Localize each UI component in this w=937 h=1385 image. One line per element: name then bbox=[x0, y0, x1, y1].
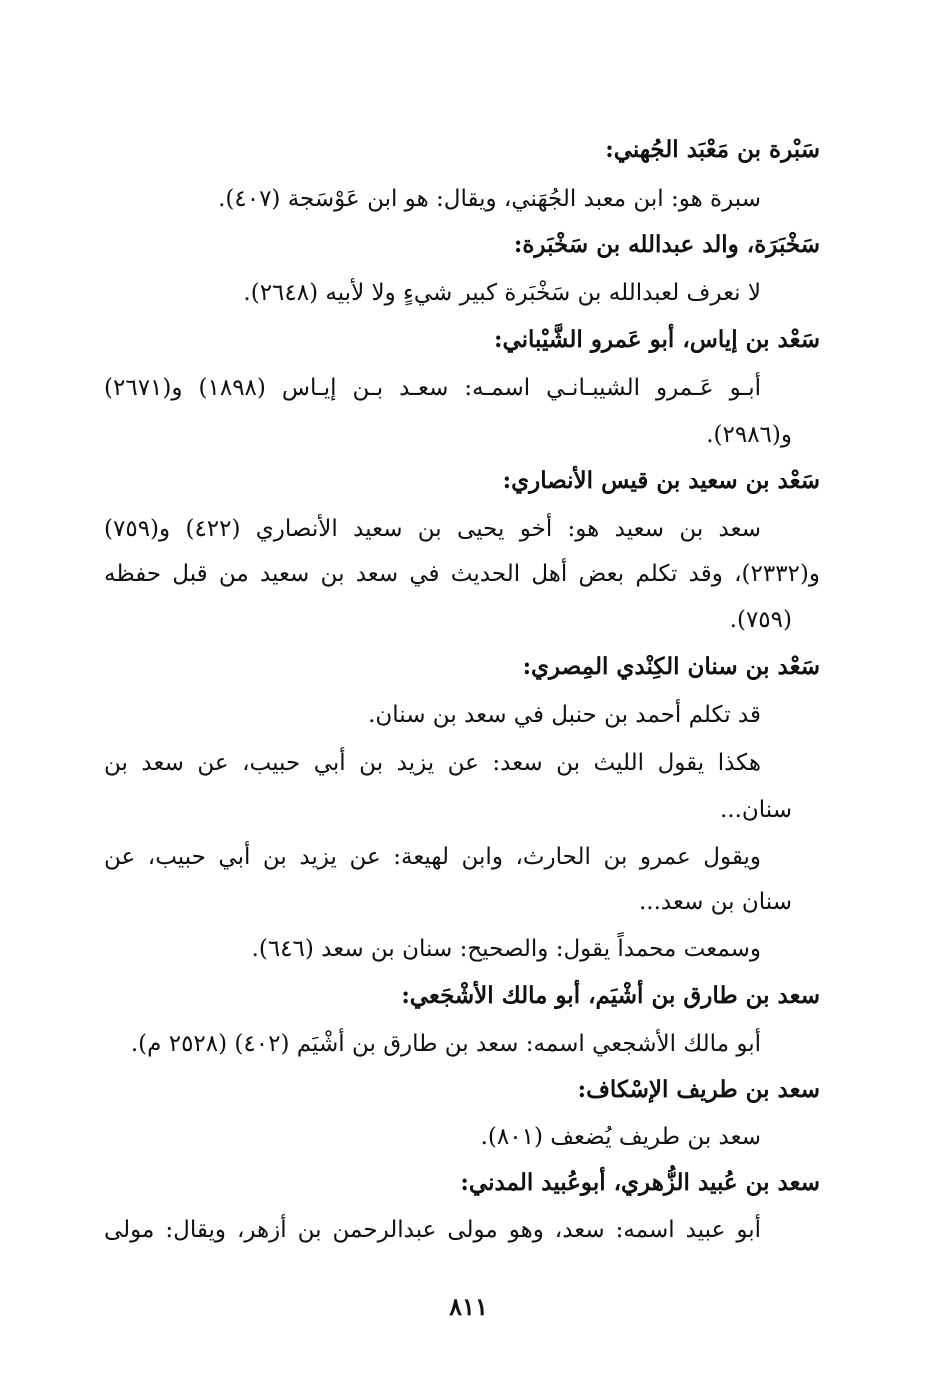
entry-heading: سعد بن عُبيد الزُّهري، أبوعُبيد المدني: bbox=[460, 1169, 820, 1196]
entry-text: لا نعرف لعبدالله بن سَخْبَرة كبير شيءٍ ولا لأبيه (٢٦٤٨). bbox=[243, 280, 761, 306]
entry-text: و(٢٣٣٢)، وقد تكلم بعض أهل الحديث في سعد بن سعيد من قبل حفظه bbox=[104, 561, 820, 587]
entry-text: سبرة هو: ابن معبد الجُهَني، ويقال: هو ابن عَوْسَجة (٤٠٧). bbox=[218, 186, 761, 212]
entry-heading: سَبْرة بن مَعْبَد الجُهني: bbox=[605, 136, 820, 163]
entry-heading: سَعْد بن سنان الكِنْدي المِصري: bbox=[522, 653, 820, 680]
entry-heading: سعد بن طريف الإسْكاف: bbox=[577, 1076, 820, 1103]
entry-text: سعد بن سعيد هو: أخو يحيى بن سعيد الأنصاري (٤٢٢) و(٧٥٩) bbox=[104, 516, 761, 542]
entry-text: قد تكلم أحمد بن حنبل في سعد بن سنان. bbox=[368, 702, 761, 728]
entry-text: و(٢٩٨٦). bbox=[706, 422, 792, 448]
entry-text: أبو مالك الأشجعي اسمه: سعد بن طارق بن أشْيَم (٤٠٢) (٢٥٢٨ م). bbox=[130, 1031, 761, 1057]
entry-text: هكذا يقول الليث بن سعد: عن يزيد بن أبي حبيب، عن سعد بن bbox=[104, 750, 761, 776]
entry-text: أبـو عَـمرو الشيبـانـي اسمـه: سعـد بـن إيـاس (١٨٩٨) و(٢٦٧١) bbox=[104, 375, 761, 401]
entry-text: ويقول عمرو بن الحارث، وابن لهيعة: عن يزيد بن أبي حبيب، عن bbox=[104, 844, 761, 870]
entry-text: سنان... bbox=[719, 797, 792, 823]
entry-heading: سَعْد بن سعيد بن قيس الأنصاري: bbox=[502, 467, 820, 494]
entry-text: أبو عبيد اسمه: سعد، وهو مولى عبدالرحمن بن أزهر، ويقال: مولى bbox=[104, 1217, 761, 1243]
page-number: ٨١١ bbox=[449, 1292, 488, 1321]
entry-text: (٧٥٩). bbox=[729, 607, 792, 633]
entry-text: سعد بن طريف يُضعف (٨٠١). bbox=[480, 1124, 761, 1150]
entry-heading: سعد بن طارق بن أشْيَم، أبو مالك الأشْجَعي: bbox=[401, 982, 820, 1009]
entry-text: سنان بن سعد... bbox=[638, 889, 792, 915]
entry-text: وسمعت محمداً يقول: والصحيح: سنان بن سعد (٦٤٦). bbox=[251, 936, 761, 962]
entry-heading: سَعْد بن إياس، أبو عَمرو الشَّيْباني: bbox=[493, 326, 820, 353]
entry-heading: سَخْبَرَة، والد عبدالله بن سَخْبَرة: bbox=[513, 231, 820, 258]
